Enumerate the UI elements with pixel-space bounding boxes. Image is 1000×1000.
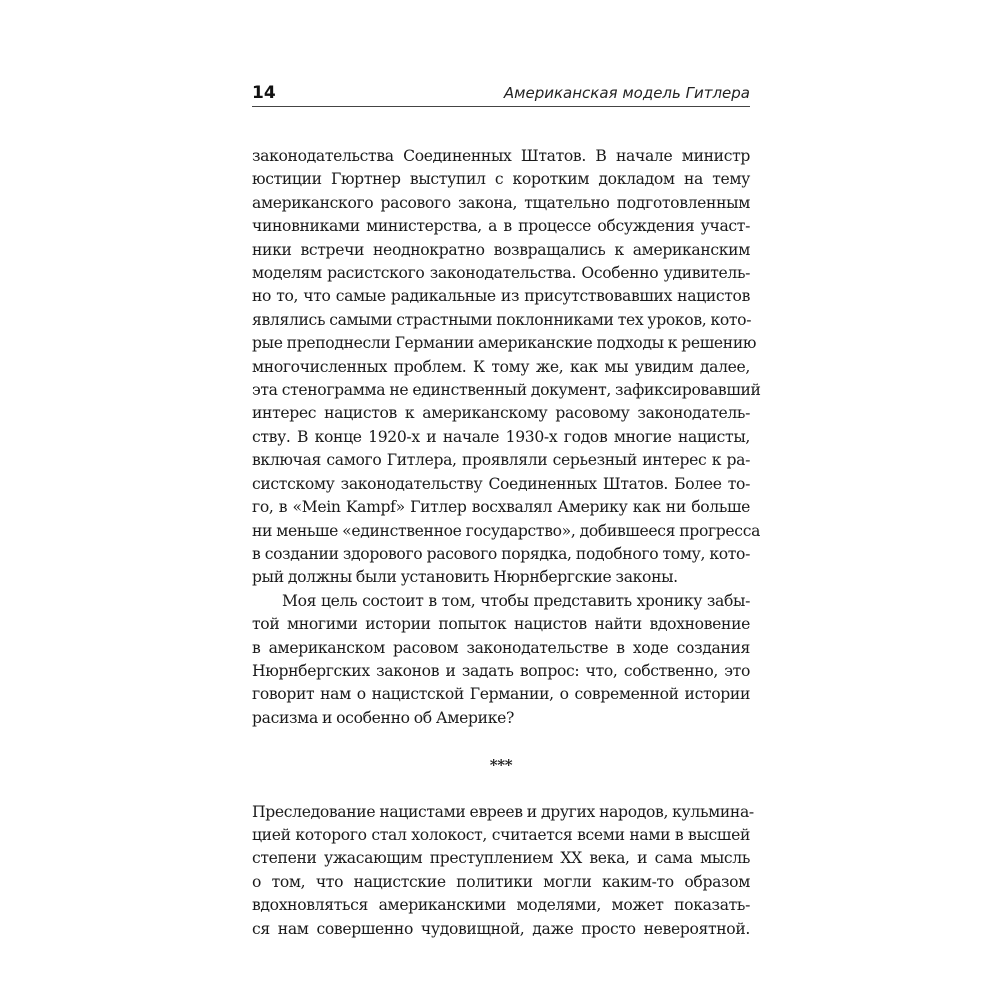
text-line: ники встречи неоднократно возвращались к американским xyxy=(252,240,750,259)
text-line: включая самого Гитлера, проявляли серьезный интерес к ра- xyxy=(252,451,750,470)
text-line: чиновниками министерства, а в процессе обсуждения участ- xyxy=(252,217,750,236)
text-line: расизма и особенно об Америке? xyxy=(252,708,515,727)
text-line: многочисленных проблем. К тому же, как мы увидим далее, xyxy=(252,357,750,376)
text-line: ся нам совершенно чудовищной, даже просто невероятной. xyxy=(252,919,750,938)
body-text xyxy=(252,145,761,941)
text-line: но то, что самые радикальные из присутствовавших нацистов xyxy=(252,287,750,306)
text-line: юстиции Гюртнер выступил с коротким докладом на тему xyxy=(252,170,750,189)
paragraph-1 xyxy=(252,145,761,590)
text-line: эта стенограмма не единственный документ, зафиксировавший xyxy=(252,381,761,400)
text-line: цией которого стал холокост, считается всеми нами в высшей xyxy=(252,825,750,844)
running-header xyxy=(252,82,750,107)
section-break: *** xyxy=(489,755,513,774)
text-line: интерес нацистов к американскому расовому законодатель- xyxy=(252,404,750,423)
text-line: законодательства Соединенных Штатов. В начале министр xyxy=(252,147,750,165)
text-line: ни меньше «единственное государство», добившееся прогресса xyxy=(252,521,761,540)
text-line: той многими истории попыток нацистов найти вдохновение xyxy=(252,615,750,634)
text-line: степени ужасающим преступлением XX века, и сама мысль xyxy=(252,849,750,868)
text-line: Моя цель состоит в том, чтобы представить хронику забы- xyxy=(282,591,750,610)
text-line: моделям расистского законодательства. Особенно удивитель- xyxy=(252,264,750,283)
text-line: американского расового закона, тщательно подготовленным xyxy=(252,193,750,212)
text-line: рый должны были установить Нюрнбергские законы. xyxy=(252,568,678,587)
book-page xyxy=(252,82,761,938)
text-line: го, в «Mein Kampf» Гитлер восхвалял Америку как ни больше xyxy=(252,498,750,517)
text-line: говорит нам о нацистской Германии, о современной истории xyxy=(252,685,750,704)
text-line: о том, что нацистские политики могли каким-то образом xyxy=(252,872,750,891)
text-line: Нюрнбергских законов и задать вопрос: что, собственно, это xyxy=(252,661,750,680)
text-line: ству. В конце 1920-х и начале 1930-х годов многие нацисты, xyxy=(252,427,750,446)
text-line: рые преподнесли Германии американские подходы к решению xyxy=(252,334,757,353)
text-line: Преследование нацистами евреев и других народов, кульмина- xyxy=(252,802,754,821)
text-line: в создании здорового расового порядка, подобного тому, кото- xyxy=(252,544,750,563)
paragraph-3 xyxy=(252,801,754,941)
text-line: в американском расовом законодательстве в ходе создания xyxy=(252,638,750,657)
text-line: являлись самыми страстными поклонниками тех уроков, кото- xyxy=(252,310,752,329)
page-number: 14 xyxy=(252,83,276,103)
text-line: систскому законодательству Соединенных Штатов. Более то- xyxy=(252,474,750,493)
running-title: Американская модель Гитлера xyxy=(503,84,750,102)
text-line: вдохновляться американскими моделями, может показать- xyxy=(252,896,750,915)
paragraph-2 xyxy=(252,590,750,730)
